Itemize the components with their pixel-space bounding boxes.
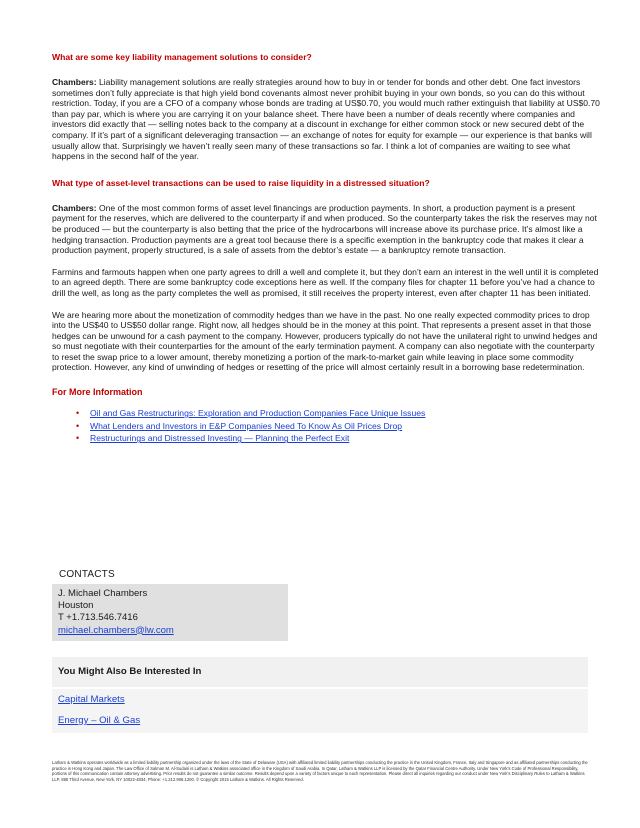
contact-name: J. Michael Chambers [58, 588, 148, 599]
related-links [52, 689, 588, 733]
related-panel [52, 657, 588, 733]
list-item [76, 432, 600, 445]
bullet-icon: • [76, 420, 80, 431]
more-info-link[interactable]: Oil and Gas Restructurings: Exploration and Production Companies Face Unique Issues [90, 408, 426, 419]
more-info-link[interactable]: What Lenders and Investors in E&P Companies Need To Know As Oil Prices Drop [90, 420, 403, 431]
contact-card [52, 584, 288, 641]
speaker-label: Chambers: [52, 77, 97, 87]
contact-phone: T +1.713.546.7416 [58, 612, 138, 624]
article-body [52, 52, 600, 445]
legal-footer: Latham & Watkins operates worldwide as a limited liability partnership organized under the laws of the State of Delaware (USA) with affiliated limited liability partnerships conducting the practice in the United Kingdom, France, Italy and Singapore and as affiliated partnerships conducting the practice in Hong Kong and Japan. The Law Office of Salman M. Al-Sudairi is Latham & Watkins associated office in the Kingdom of Saudi Arabia. In Qatar, Latham & Watkins LLP is licensed by the Qatar Financial Centre Authority. Under New York’s Code of Professional Responsibility, portions of this communication contain attorney advertising. Prior results do not guarantee a similar outcome. Results depend upon a variety of factors unique to each representation. Please direct all inquiries regarding our conduct under New York’s Disciplinary Rules to Latham & Watkins LLP, 885 Third Avenue, New York, NY 10022-4834, Phone: +1.212.906.1200. © Copyright 2015 Latham & Watkins. All Rights Reserved. [52, 760, 588, 782]
more-info-heading: For More Information [52, 387, 143, 398]
more-info-list [52, 407, 600, 445]
answer-text: Liability management solutions are really strategies around how to buy in or tender for bonds and other debt. One fact investors sometimes don’t fully appreciate is that high yield bond covenants almost never prohibit buying in your own bonds, so you can do this without restriction. Today, if you are a CFO of a company whose bonds are trading at US$0.70, you would much rather extinguish that liability at US$0.70 than pay par, which is where you are carrying it on your balance sheet. There have been a number of deals recently where companies and investors did exactly that — selling notes back to the company at a discount in exchange for either common stock or new secured debt of the company. If it’s part of a significant deleveraging transaction — an exchange of notes for equity for example — our experience is that banks will usually allow that. Surprisingly we haven’t really seen many of these transactions so far. I think a lot of companies are waiting to see what happens in the second half of the year. [52, 77, 600, 162]
related-heading: You Might Also Be Interested In [52, 657, 588, 687]
contact-email-link[interactable]: michael.chambers@lw.com [58, 624, 174, 636]
contacts-panel [52, 567, 288, 641]
related-link-capital-markets[interactable]: Capital Markets [58, 694, 125, 705]
answer-paragraph: Farmins and farmouts happen when one party agrees to drill a well and complete it, but they don’t earn an interest in the well until it is completed to an agreed depth. There are some bankruptcy code exceptions here as well. If the company files for chapter 11 before you’ve had a chance to drill the well, as long as the party completes the well as promised, it still receives the property interest, even after chapter 11 has been initiated. [52, 266, 599, 298]
speaker-label: Chambers: [52, 202, 97, 213]
bullet-icon: • [76, 433, 80, 444]
answer-text: One of the most common forms of asset level financings are production payments. In short, a production payment is a present payment for the reserves, which are delivered to the counterparty if and when produced. So the counterparty takes the risk the reserves may not be produced — but the counterparty is also betting that the price of the hydrocarbons will increase above its purchase price. It’s almost like a hedging transaction. Production payments are a great tool because there is a specific exemption in the bankruptcy code that makes it clear a production payment, properly structured, is a sale of assets from the debtor’s estate — a bankruptcy remote transaction. [52, 202, 597, 256]
list-item [76, 407, 600, 420]
related-link-energy[interactable]: Energy – Oil & Gas [58, 715, 141, 726]
contact-city: Houston [58, 600, 94, 612]
bullet-icon: • [76, 408, 80, 419]
list-item [76, 420, 600, 433]
question-heading: What are some key liability management solutions to consider? [52, 52, 312, 62]
answer-paragraph [52, 77, 600, 162]
question-heading: What type of asset-level transactions can be used to raise liquidity in a distressed situation? [52, 177, 430, 188]
answer-paragraph [52, 203, 600, 256]
more-info-link[interactable]: Restructurings and Distressed Investing — Planning the Perfect Exit [90, 433, 350, 444]
contacts-heading: CONTACTS [59, 569, 115, 580]
answer-paragraph: We are hearing more about the monetization of commodity hedges than we have in the past. No one really expected commodity prices to drop into the US$40 to US$50 dollar range. Right now, all hedges should be in the money at this point. That represents a present asset in that those hedges can be unwound for a cash payment to the company. However, producers typically do not have the unilateral right to unwind hedges and so must negotiate with their counterparties for the amount of the early termination payment. A company can also negotiate with the counterparty to reset the swap price to a lower amount, thereby monetizing a portion of the mark-to-market gain while leaving in place some commodity protection. However, any kind of unwinding of hedges or resetting of the price will almost certainly result in a borrowing base redetermination. [52, 309, 598, 373]
